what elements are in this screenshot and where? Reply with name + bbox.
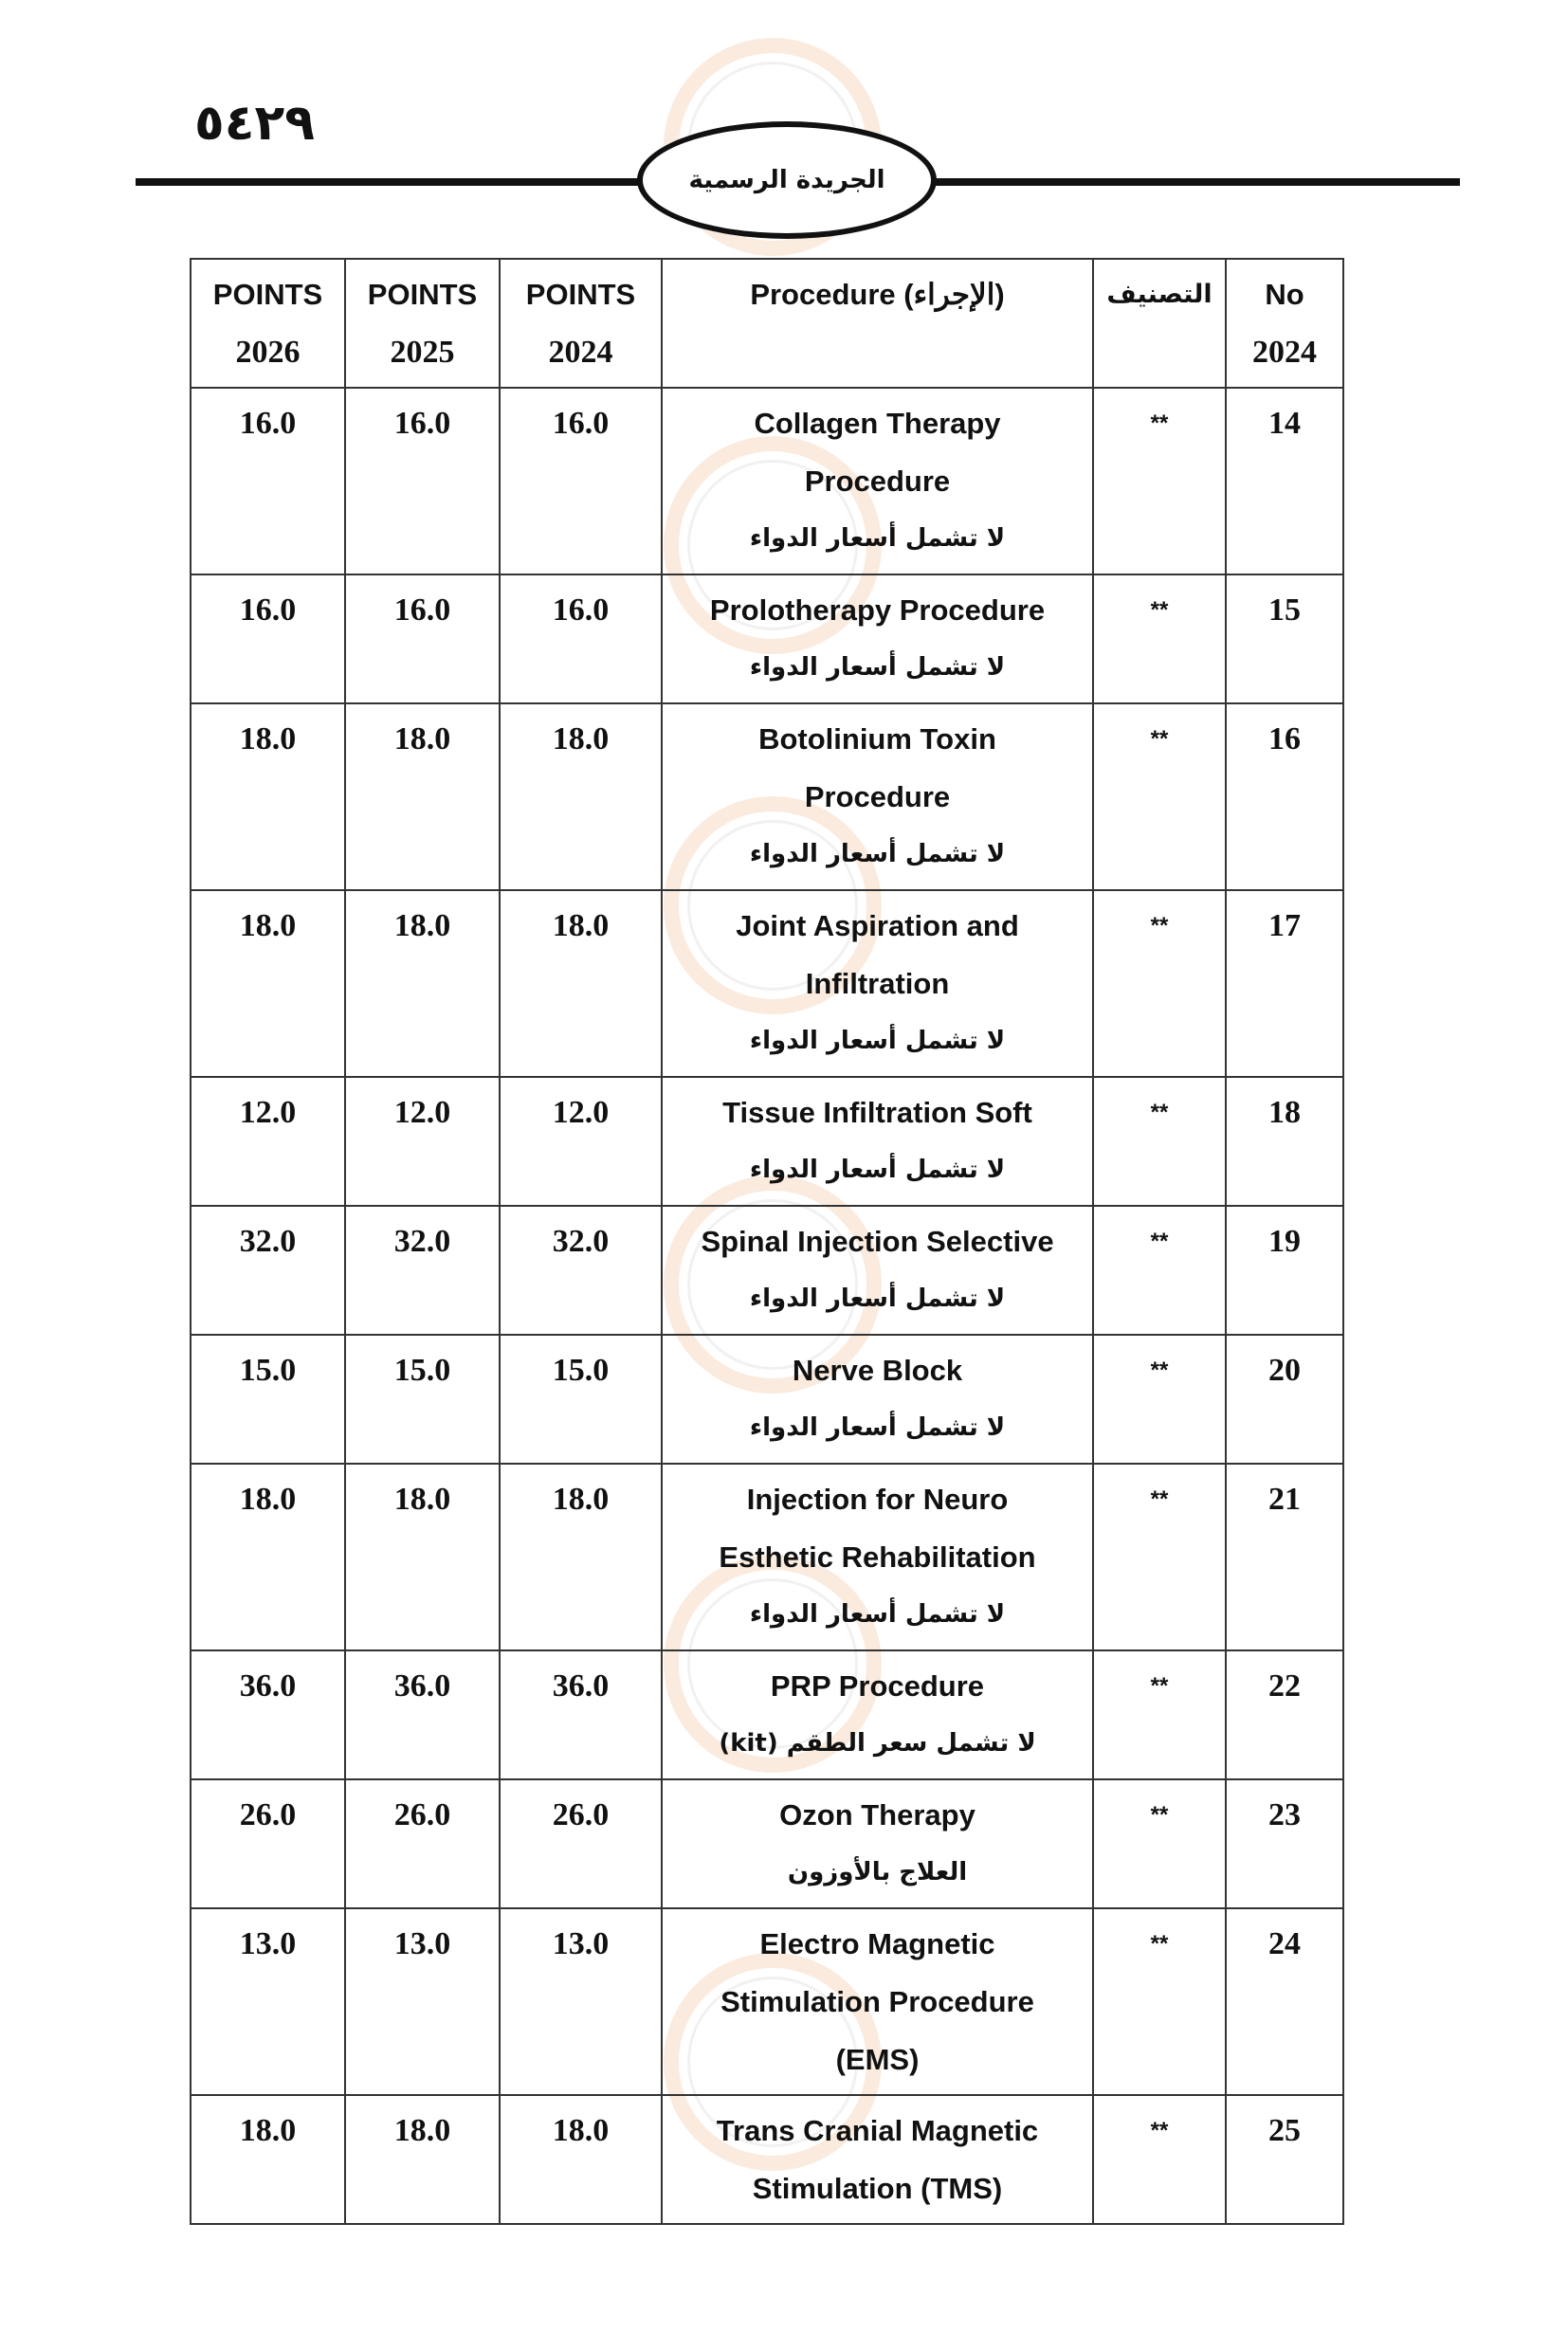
procedure-name-line: Spinal Injection Selective — [701, 1225, 1054, 1258]
procedure-cell — [662, 2095, 1093, 2224]
points-2026-cell: 18.0 — [191, 2095, 345, 2224]
procedure-name-line: Stimulation Procedure — [720, 1985, 1034, 2018]
points-2026-cell: 18.0 — [191, 1464, 345, 1650]
procedure-name-line: Electro Magnetic — [759, 1927, 995, 1960]
procedure-cell — [662, 703, 1093, 890]
number-cell: 17 — [1226, 890, 1343, 1077]
points-2025-cell: 18.0 — [345, 1464, 500, 1650]
procedure-name-line: Nerve Block — [792, 1354, 963, 1387]
procedure-name-line: Procedure — [804, 465, 951, 498]
procedure-cell — [662, 1650, 1093, 1779]
gazette-title: الجريدة الرسمية — [688, 166, 885, 194]
points-2025-cell: 12.0 — [345, 1077, 500, 1206]
number-cell: 20 — [1226, 1335, 1343, 1464]
procedure-note-ar: لا تشمل أسعار الدواء — [749, 1413, 1006, 1442]
table-row — [191, 388, 1343, 574]
points-2026-cell: 36.0 — [191, 1650, 345, 1779]
points-2025-cell: 32.0 — [345, 1206, 500, 1335]
table-row — [191, 1206, 1343, 1335]
procedure-note-ar: لا تشمل أسعار الدواء — [749, 1285, 1006, 1313]
number-cell: 22 — [1226, 1650, 1343, 1779]
procedure-name-line: Esthetic Rehabilitation — [719, 1540, 1036, 1574]
table-row — [191, 1650, 1343, 1779]
procedure-cell — [662, 574, 1093, 703]
table-row — [191, 1908, 1343, 2095]
points-2025-cell: 18.0 — [345, 703, 500, 890]
points-2026-cell: 15.0 — [191, 1335, 345, 1464]
classification-cell: ** — [1093, 703, 1226, 890]
procedure-cell — [662, 1206, 1093, 1335]
header-points-2024: POINTS 2024 — [500, 259, 662, 388]
procedure-name-line: (EMS) — [835, 2043, 920, 2076]
points-2024-cell: 13.0 — [500, 1908, 662, 2095]
points-2024-cell: 16.0 — [500, 574, 662, 703]
procedure-cell — [662, 890, 1093, 1077]
table-row — [191, 1464, 1343, 1650]
procedure-note-ar: لا تشمل أسعار الدواء — [749, 1027, 1006, 1055]
procedure-name-line: Procedure — [804, 780, 951, 813]
table-row — [191, 1077, 1343, 1206]
points-2024-cell: 18.0 — [500, 1464, 662, 1650]
procedure-name-line: Trans Cranial Magnetic — [716, 2114, 1039, 2147]
table-row — [191, 2095, 1343, 2224]
procedure-cell — [662, 388, 1093, 574]
procedure-name-line: Infiltration — [805, 967, 950, 1000]
classification-cell: ** — [1093, 890, 1226, 1077]
procedure-name-line: Stimulation (TMS) — [752, 2172, 1003, 2205]
number-cell: 18 — [1226, 1077, 1343, 1206]
header-points-2026: POINTS 2026 — [191, 259, 345, 388]
procedure-name-line: Botolinium Toxin — [758, 722, 996, 756]
procedure-note-ar: لا تشمل سعر الطقم (kit) — [719, 1729, 1036, 1758]
table-row — [191, 703, 1343, 890]
number-cell: 23 — [1226, 1779, 1343, 1908]
header-no: No 2024 — [1226, 259, 1343, 388]
points-2025-cell: 18.0 — [345, 890, 500, 1077]
procedure-note-ar: لا تشمل أسعار الدواء — [749, 524, 1006, 553]
points-2025-cell: 26.0 — [345, 1779, 500, 1908]
points-2025-cell: 36.0 — [345, 1650, 500, 1779]
points-2024-cell: 18.0 — [500, 890, 662, 1077]
classification-cell: ** — [1093, 1779, 1226, 1908]
number-cell: 19 — [1226, 1206, 1343, 1335]
procedure-name-line: Collagen Therapy — [754, 407, 1001, 440]
points-2024-cell: 18.0 — [500, 2095, 662, 2224]
points-2024-cell: 18.0 — [500, 703, 662, 890]
points-2026-cell: 26.0 — [191, 1779, 345, 1908]
procedure-note-ar: لا تشمل أسعار الدواء — [749, 1600, 1006, 1629]
classification-cell: ** — [1093, 388, 1226, 574]
procedure-note-ar: العلاج بالأوزون — [787, 1858, 968, 1886]
classification-cell: ** — [1093, 2095, 1226, 2224]
points-2025-cell: 16.0 — [345, 388, 500, 574]
number-cell: 21 — [1226, 1464, 1343, 1650]
procedure-cell — [662, 1908, 1093, 2095]
procedure-cell — [662, 1077, 1093, 1206]
table-row — [191, 1335, 1343, 1464]
page-number: ٥٤٢٩ — [194, 95, 315, 152]
classification-cell: ** — [1093, 1650, 1226, 1779]
procedure-note-ar: لا تشمل أسعار الدواء — [749, 653, 1006, 682]
points-2026-cell: 16.0 — [191, 388, 345, 574]
points-2024-cell: 36.0 — [500, 1650, 662, 1779]
procedure-name-line: Tissue Infiltration Soft — [722, 1096, 1032, 1129]
header-classification: التصنيف — [1093, 259, 1226, 388]
header-points-2025: POINTS 2025 — [345, 259, 500, 388]
gazette-seal — [637, 121, 937, 239]
points-2025-cell: 18.0 — [345, 2095, 500, 2224]
classification-cell: ** — [1093, 1464, 1226, 1650]
points-2024-cell: 15.0 — [500, 1335, 662, 1464]
classification-cell: ** — [1093, 1077, 1226, 1206]
classification-cell: ** — [1093, 1908, 1226, 2095]
points-2025-cell: 16.0 — [345, 574, 500, 703]
procedure-name-line: PRP Procedure — [770, 1669, 985, 1703]
procedure-name-line: Ozon Therapy — [779, 1798, 975, 1832]
classification-cell: ** — [1093, 1335, 1226, 1464]
points-2024-cell: 16.0 — [500, 388, 662, 574]
points-2024-cell: 32.0 — [500, 1206, 662, 1335]
procedure-note-ar: لا تشمل أسعار الدواء — [749, 840, 1006, 868]
number-cell: 16 — [1226, 703, 1343, 890]
procedure-name-line: Prolotherapy Procedure — [709, 593, 1046, 627]
header-procedure: Procedure (الإجراء) — [662, 259, 1093, 388]
points-2024-cell: 12.0 — [500, 1077, 662, 1206]
points-2025-cell: 13.0 — [345, 1908, 500, 2095]
points-2026-cell: 18.0 — [191, 703, 345, 890]
number-cell: 24 — [1226, 1908, 1343, 2095]
procedure-cell — [662, 1335, 1093, 1464]
table-row — [191, 1779, 1343, 1908]
table-row — [191, 574, 1343, 703]
table-header-row — [191, 259, 1343, 388]
points-2026-cell: 18.0 — [191, 890, 345, 1077]
number-cell: 25 — [1226, 2095, 1343, 2224]
table-row — [191, 890, 1343, 1077]
points-2025-cell: 15.0 — [345, 1335, 500, 1464]
procedure-note-ar: لا تشمل أسعار الدواء — [749, 1156, 1006, 1184]
points-2026-cell: 16.0 — [191, 574, 345, 703]
procedures-table — [190, 258, 1344, 2225]
number-cell: 14 — [1226, 388, 1343, 574]
points-2026-cell: 12.0 — [191, 1077, 345, 1206]
classification-cell: ** — [1093, 574, 1226, 703]
procedure-name-line: Joint Aspiration and — [736, 909, 1019, 942]
points-2026-cell: 13.0 — [191, 1908, 345, 2095]
classification-cell: ** — [1093, 1206, 1226, 1335]
points-2026-cell: 32.0 — [191, 1206, 345, 1335]
number-cell: 15 — [1226, 574, 1343, 703]
procedure-name-line: Injection for Neuro — [746, 1483, 1009, 1516]
points-2024-cell: 26.0 — [500, 1779, 662, 1908]
procedure-cell — [662, 1464, 1093, 1650]
procedure-cell — [662, 1779, 1093, 1908]
